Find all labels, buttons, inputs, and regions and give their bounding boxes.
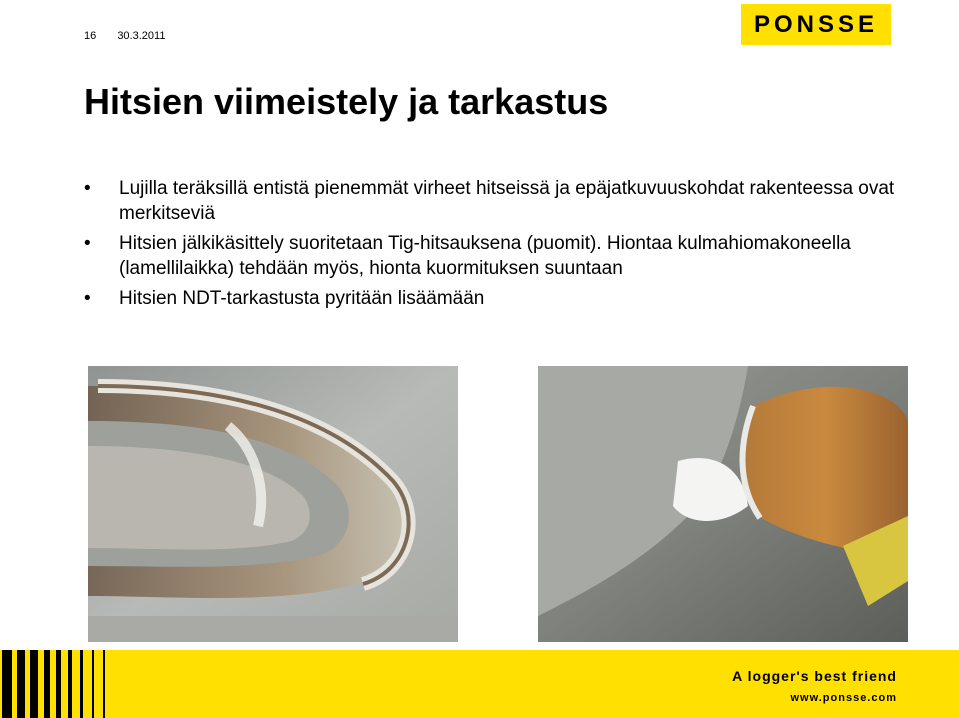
footer-stripes (0, 650, 120, 718)
weld-photo-right-image (538, 366, 908, 642)
weld-photo-right (538, 366, 908, 642)
weld-photo-left-image (88, 366, 458, 642)
bullet-list (84, 176, 904, 316)
logo-text: PONSSE (753, 10, 879, 38)
footer-website-link[interactable]: www.ponsse.com (790, 692, 897, 704)
bullet-item: • Hitsien NDT-tarkastusta pyritään lisäämään (84, 286, 904, 311)
bullet-item: • Lujilla teräksillä entistä pienemmät virheet hitseissä ja epäjatkuvuuskohdat rakenteessa ovat merkitseviä (84, 176, 904, 226)
slide-header (84, 30, 183, 42)
ponsse-logo (741, 4, 891, 45)
page-number: 16 (84, 30, 97, 42)
slide-date: 30.3.2011 (117, 30, 166, 42)
slide-title: Hitsien viimeistely ja tarkastus (84, 81, 609, 122)
weld-photo-left (88, 366, 458, 642)
footer-tagline: A logger's best friend (732, 668, 897, 684)
footer-bar (0, 650, 959, 718)
bullet-item: • Hitsien jälkikäsittely suoritetaan Tig-hitsauksena (puomit). Hiontaa kulmahiomakoneella (lamellilaikka) tehdään myös, hionta kuormituksen suuntaan (84, 231, 904, 281)
